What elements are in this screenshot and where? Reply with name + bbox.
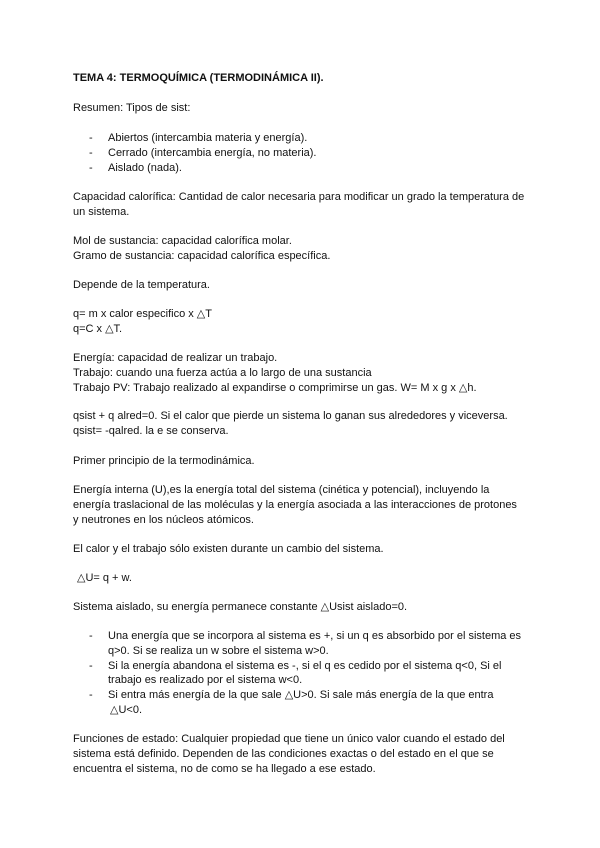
list-bullet: - [89, 162, 93, 174]
list-item: trabajo es realizado por el sistema w<0. [108, 674, 303, 686]
list-bullet: - [89, 689, 93, 701]
delta-u-formula: △U= q + w. [77, 572, 132, 584]
list-bullet: - [89, 147, 93, 159]
formula-line: q= m x calor especifico x △T [73, 308, 212, 320]
list-item: q>0. Si se realiza un w sobre el sistema w>0. [108, 645, 329, 657]
list-bullet: - [89, 660, 93, 672]
capacidad-line: un sistema. [73, 206, 130, 218]
formula-line: q=C x △T. [73, 323, 123, 335]
list-bullet: - [89, 630, 93, 642]
calor-trabajo-line: El calor y el trabajo sólo existen durante un cambio del sistema. [73, 543, 384, 555]
mol-line: Gramo de sustancia: capacidad calorífica específica. [73, 250, 331, 262]
qsist-line: qsist= -qalred. la e se conserva. [73, 425, 229, 437]
list-item: Si la energía abandona el sistema es -, si el q es cedido por el sistema q<0, Si el [108, 660, 502, 672]
funciones-estado-line: sistema está definido. Dependen de las condiciones exactas o del estado en el que se [73, 748, 494, 760]
list-bullet: - [89, 132, 93, 144]
energia-interna-line: energía traslacional de las moléculas y la energía asociada a las interacciones de protones [73, 499, 517, 511]
depende-line: Depende de la temperatura. [73, 279, 210, 291]
funciones-estado-line: Funciones de estado: Cualquier propiedad que tiene un único valor cuando el estado del [73, 733, 505, 745]
energia-line: Energía: capacidad de realizar un trabajo. [73, 352, 278, 364]
energia-line: Trabajo PV: Trabajo realizado al expandirse o comprimirse un gas. W= M x g x △h. [73, 382, 477, 394]
page-title: TEMA 4: TERMOQUÍMICA (TERMODINÁMICA II). [73, 72, 324, 84]
list-item: Si entra más energía de la que sale △U>0. Si sale más energía de la que entra [108, 689, 494, 701]
energia-interna-line: y neutrones en los núcleos atómicos. [73, 514, 254, 526]
resumen-heading: Resumen: Tipos de sist: [73, 102, 191, 114]
funciones-estado-line: encuentra el sistema, no de como se ha llegado a ese estado. [73, 763, 376, 775]
list-item: △U<0. [110, 704, 143, 716]
list-item: Abiertos (intercambia materia y energía). [108, 132, 308, 144]
capacidad-line: Capacidad calorífica: Cantidad de calor necesaria para modificar un grado la temperatura de [73, 191, 525, 203]
list-item: Cerrado (intercambia energía, no materia). [108, 147, 317, 159]
list-item: Aislado (nada). [108, 162, 182, 174]
energia-line: Trabajo: cuando una fuerza actúa a lo largo de una sustancia [73, 367, 372, 379]
energia-interna-line: Energía interna (U),es la energía total del sistema (cinética y potencial), incluyendo la [73, 484, 490, 496]
qsist-line: qsist + q alred=0. Si el calor que pierde un sistema lo ganan sus alrededores y viceversa. [73, 410, 508, 422]
section-heading: Primer principio de la termodinámica. [73, 455, 255, 467]
mol-line: Mol de sustancia: capacidad calorífica molar. [73, 235, 292, 247]
sistema-aislado-line: Sistema aislado, su energía permanece constante △Usist aislado=0. [73, 601, 408, 613]
list-item: Una energía que se incorpora al sistema es +, si un q es absorbido por el sistema es [108, 630, 522, 642]
